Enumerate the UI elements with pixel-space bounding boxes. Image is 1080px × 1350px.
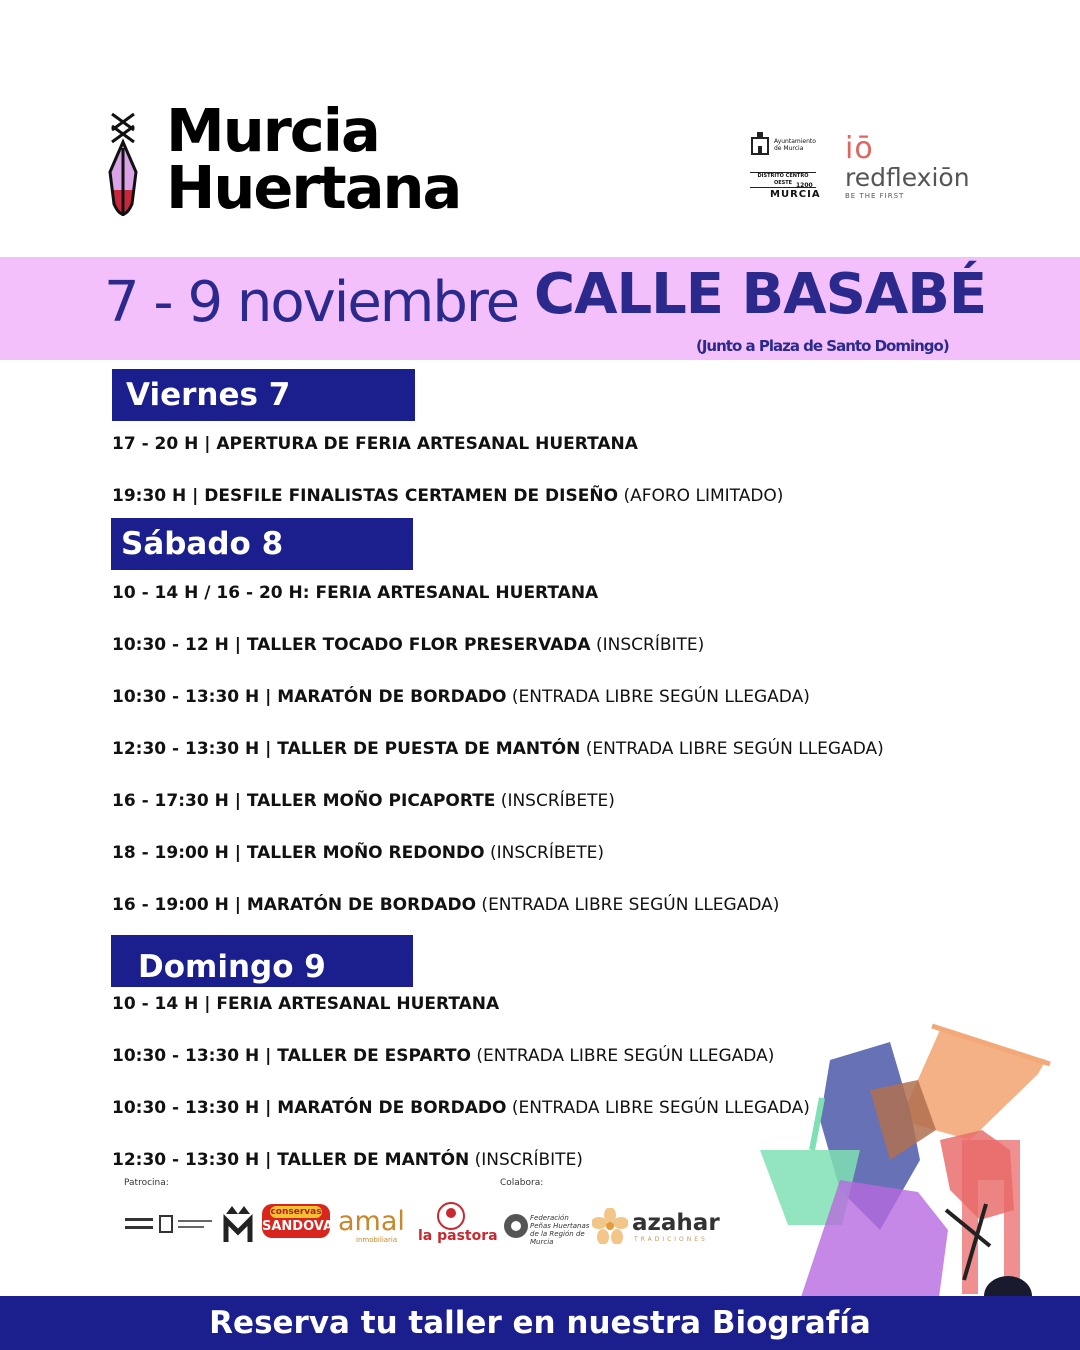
schedule-row: 16 - 17:30 H | TALLER MOÑO PICAPORTE (INSCRÍBETE) <box>112 791 615 811</box>
amal-sub: inmobiliaria <box>356 1236 398 1244</box>
azahar-logo: azahar <box>632 1210 720 1236</box>
schedule-row: 10 - 14 H / 16 - 20 H: FERIA ARTESANAL HUERTANA <box>112 583 599 603</box>
event-street-note: (Junto a Plaza de Santo Domingo) <box>696 337 949 355</box>
schedule-row: 18 - 19:00 H | TALLER MOÑO REDONDO (INSCRÍBETE) <box>112 843 605 863</box>
la-pastora-logo: la pastora <box>418 1228 498 1244</box>
conservas-top-label: conservas <box>270 1207 322 1217</box>
schedule-row: 10:30 - 13:30 H | TALLER DE ESPARTO (ENTRADA LIBRE SEGÚN LLEGADA) <box>112 1046 775 1066</box>
la-pastora-emblem-icon <box>434 1202 468 1230</box>
ayto-city: MURCIA <box>770 189 821 200</box>
murcia-huertana-logo-icon <box>104 112 142 224</box>
ayto-year: 1200 <box>796 182 813 189</box>
schedule-row: 12:30 - 13:30 H | TALLER DE MANTÓN (INSCRÍBITE) <box>112 1150 583 1170</box>
m-crown-logo-icon <box>222 1204 254 1248</box>
ayuntamiento-logo <box>748 128 820 208</box>
amal-logo: amal <box>338 1206 405 1237</box>
colabora-label: Colabora: <box>500 1178 544 1188</box>
schedule-row: 17 - 20 H | APERTURA DE FERIA ARTESANAL HUERTANA <box>112 434 638 454</box>
schedule-row: 12:30 - 13:30 H | TALLER DE PUESTA DE MANTÓN (ENTRADA LIBRE SEGÚN LLEGADA) <box>112 739 884 759</box>
redflexion-name: redflexiōn <box>845 163 970 192</box>
redflexion-tagline: BE THE FIRST <box>845 192 905 200</box>
redflexion-mark: iō <box>845 131 874 166</box>
brand-line2: Huertana <box>166 153 461 222</box>
patrocina-label: Patrocina: <box>124 1178 169 1188</box>
redflexion-logo <box>845 131 970 200</box>
footer-cta: Reserva tu taller en nuestra Biografía <box>209 1305 871 1341</box>
event-street: CALLE BASABÉ <box>534 262 987 327</box>
federacion-emblem-icon <box>502 1212 530 1240</box>
schedule-row: 19:30 H | DESFILE FINALISTAS CERTAMEN DE DISEÑO (AFORO LIMITADO) <box>112 486 784 506</box>
schedule-row: 16 - 19:00 H | MARATÓN DE BORDADO (ENTRADA LIBRE SEGÚN LLEGADA) <box>112 895 780 915</box>
day-header-domingo: Domingo 9 <box>111 935 413 987</box>
castle-crest-icon <box>750 130 770 156</box>
schedule-row: 10:30 - 13:30 H | MARATÓN DE BORDADO (ENTRADA LIBRE SEGÚN LLEGADA) <box>112 687 810 707</box>
ayto-line2: de Murcia <box>774 145 804 152</box>
schedule-row: 10:30 - 13:30 H | MARATÓN DE BORDADO (ENTRADA LIBRE SEGÚN LLEGADA) <box>112 1098 810 1118</box>
schedule-row: 10 - 14 H | FERIA ARTESANAL HUERTANA <box>112 994 500 1014</box>
azahar-sub: TRADICIONES <box>634 1236 708 1243</box>
ayto-line1: Ayuntamiento <box>774 138 816 145</box>
day-header-sabado: Sábado 8 <box>111 518 413 570</box>
conservas-sandoval-logo <box>262 1204 342 1238</box>
ayto-district: DISTRITO CENTRO OESTE <box>750 172 816 188</box>
conservas-label: SANDOVAL <box>262 1219 342 1234</box>
ayuntamiento-small-logo-icon <box>124 1212 214 1240</box>
brand-line1: Murcia <box>166 96 379 165</box>
event-dates: 7 - 9 noviembre <box>104 270 519 335</box>
brand-title <box>166 96 461 222</box>
azahar-flower-icon <box>592 1208 628 1244</box>
federacion-logo: Federación Peñas Huertanas de la Región de Murcia <box>530 1214 590 1246</box>
day-header-viernes: Viernes 7 <box>112 369 415 421</box>
schedule-row: 10:30 - 12 H | TALLER TOCADO FLOR PRESERVADA (INSCRÍBITE) <box>112 635 705 655</box>
